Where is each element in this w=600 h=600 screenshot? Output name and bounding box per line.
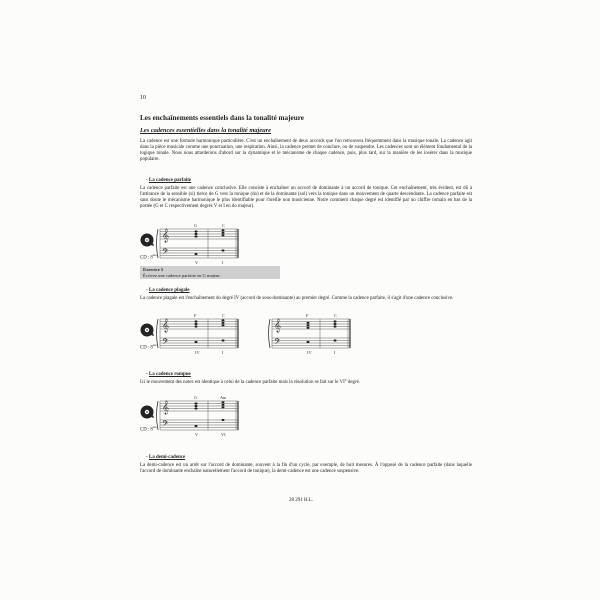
treble-clef-icon: 𝄞	[274, 318, 282, 332]
cd-label: CD : 8	[140, 345, 153, 351]
treble-clef-icon: 𝄞	[162, 318, 170, 332]
exercise-text: Écrivez une cadence parfaite en G majeur.	[143, 272, 221, 278]
heading-cadence-rompue: - La cadence rompue	[146, 372, 191, 377]
degree-label: VI	[221, 432, 226, 437]
paragraph-cadence-rompue: Ici le mouvement des notes est identique à celui de la cadence parfaite mais la résolution se fait sur le VI° degré.	[140, 380, 360, 385]
cd-disc-icon	[140, 322, 156, 343]
heading-text: La cadence plagale	[148, 288, 190, 293]
chord-label: Am	[220, 395, 227, 400]
cd-disc-icon	[140, 232, 156, 253]
paragraph-cadence-parfaite: La cadence parfaite est une cadence conclusive. Elle consiste à enchaîner un accord de dominante à un accord de tonique. Cet enchaînement, très évident, est dû à l'attirance de la sensible (si) tierce de G vers la tonique (do) et de la dominante (sol) vers la tonique dans un mouvement de quarte descendante. La cadence parfaite est sans doute le mécanisme harmonique le plus identifiable pour l'oreille non musicienne. Notre comment chaque degré est identifié par un chiffre romain en bas de la portée (G et C respectivement degrés V et I en do majeur).	[140, 186, 472, 210]
page-number: 10	[140, 95, 146, 101]
degree-label: I	[334, 350, 336, 355]
degree-label: V	[195, 260, 199, 265]
score-cadence-plagale-2	[272, 314, 352, 354]
bass-clef-icon: 𝄢	[162, 248, 169, 259]
cd-disc-icon	[140, 404, 156, 425]
paragraph-cadence-plagale: La cadence plagale est l'enchaînement du degré IV (accord de sous-dominante) au premier degré. Comme la cadence parfaite, il s'agit d'une cadence conclusive.	[140, 296, 454, 301]
page-footer: 28 291 H.L.	[289, 498, 314, 503]
chord-label: C	[222, 223, 225, 228]
heading-text: La cadence parfaite	[148, 178, 192, 183]
score-cadence-plagale-1	[160, 314, 240, 354]
cd-track-label	[140, 425, 157, 433]
heading-demi-cadence: - La demi-cadence	[146, 455, 186, 460]
bass-clef-icon: 𝄢	[274, 338, 281, 349]
chord-label: G	[194, 223, 198, 228]
cd-label: CD : 8	[140, 255, 153, 261]
chord-label: G	[194, 395, 198, 400]
heading-cadence-parfaite: - La cadence parfaite	[146, 178, 192, 183]
cd-track-label	[140, 343, 157, 351]
chord-label: C	[222, 313, 225, 318]
exercise-box	[140, 266, 280, 279]
bass-clef-icon: 𝄢	[162, 338, 169, 349]
section-subtitle: Les cadences essentielles dans la tonalité majeure	[140, 127, 271, 134]
degree-label: IV	[307, 350, 312, 355]
treble-clef-icon: 𝄞	[162, 228, 170, 242]
cd-label: CD : 8	[140, 427, 153, 433]
cd-superscript: ies	[152, 253, 157, 257]
chapter-title: Les enchaînements essentiels dans la tonalité majeure	[140, 114, 304, 122]
score-cadence-rompue	[160, 396, 240, 436]
heading-text: La demi-cadence	[148, 455, 186, 460]
chord-label: F	[306, 313, 309, 318]
degree-label: IV	[195, 350, 200, 355]
degree-label: V	[195, 432, 199, 437]
score-cadence-parfaite	[160, 224, 240, 264]
cd-superscript: ies	[152, 425, 157, 429]
exercise-label: Exercice 5	[143, 267, 164, 272]
cd-track-label	[140, 253, 157, 261]
degree-label: I	[222, 350, 224, 355]
cd-superscript: ies	[152, 343, 157, 347]
degree-label: I	[222, 260, 224, 265]
heading-text: La cadence rompue	[148, 372, 191, 377]
paragraph-demi-cadence: La demi-cadence est un arrêt sur l'accord de dominante, souvent à la fin d'un cycle, par exemple, de huit mesures. À l'opposé de la cadence parfaite (dans laquelle l'accord de dominante enchaîne naturellement l'accord de tonique), la demi-cadence est une cadence suspensive.	[140, 463, 472, 475]
bass-clef-icon: 𝄢	[162, 420, 169, 431]
intro-paragraph: La cadence est une formule harmonique particulière. C'est un enchaînement de deux accords que l'on retrouvera fréquemment dans la musique tonale. La cadence agit dans la pièce musicale comme une ponctuation, une respiration. Ainsi, la cadence permet de conclure, ou de suspendre. Les cadences sont un élément fondamental de la logique tonale. Nous nous attarderons d'abord sur la dynamique et le mécanisme de chaque cadence, puis, plus tard, sur la manière de les insérer dans la musique populaire.	[140, 139, 472, 163]
treble-clef-icon: 𝄞	[162, 400, 170, 414]
heading-cadence-plagale: - La cadence plagale	[146, 288, 190, 293]
chord-label: F	[194, 313, 197, 318]
chord-label: C	[334, 313, 337, 318]
